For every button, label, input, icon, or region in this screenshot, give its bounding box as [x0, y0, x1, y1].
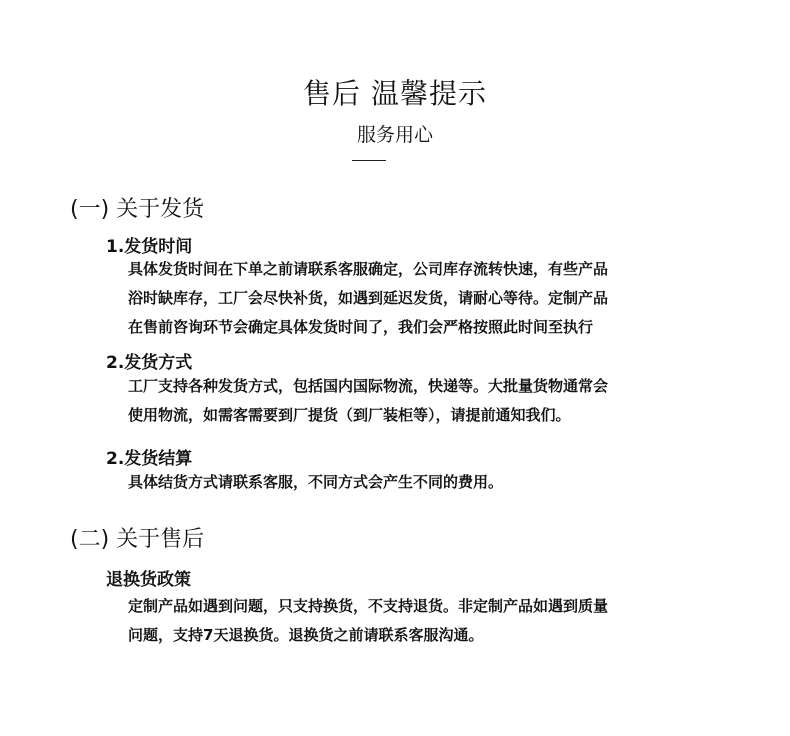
paragraph-line: 具体结货方式请联系客服，不同方式会产生不同的费用。 [128, 473, 504, 491]
paragraph-line: 工厂支持各种发货方式，包括国内国际物流，快递等。大批量货物通常会 [128, 377, 609, 395]
paragraph-shipping-method [128, 372, 608, 430]
page-title: 售后 温馨提示 [303, 77, 487, 110]
paragraph-line: 问题，支持7天退换货。退换货之前请联系客服沟通。 [128, 626, 484, 644]
paragraph-line: 使用物流，如需客需要到厂提货（到厂装柜等），请提前通知我们。 [128, 406, 571, 424]
page-subtitle: 服务用心 [356, 124, 433, 146]
section-heading-shipping: (一) 关于发货 [70, 197, 205, 222]
subsection-heading-shipping-method: 2.发货方式 [106, 353, 193, 373]
paragraph-shipping-time [128, 255, 608, 342]
subsection-heading-shipping-settlement: 2.发货结算 [106, 449, 193, 469]
paragraph-shipping-settlement [128, 468, 503, 497]
subsection-heading-shipping-time: 1.发货时间 [106, 237, 193, 257]
subsection-heading-return-policy: 退换货政策 [106, 570, 191, 590]
paragraph-line: 浴时缺库存，工厂会尽快补货，如遇到延迟发货，请耐心等待。定制产品 [128, 289, 609, 307]
paragraph-return-policy [128, 592, 608, 650]
paragraph-line: 具体发货时间在下单之前请联系客服确定，公司库存流转快速，有些产品 [128, 260, 609, 278]
paragraph-line: 在售前咨询环节会确定具体发货时间了，我们会严格按照此时间至执行 [128, 318, 594, 336]
section-heading-after-sales: (二) 关于售后 [70, 527, 205, 552]
title-divider [352, 160, 386, 161]
paragraph-line: 定制产品如遇到问题，只支持换货，不支持退货。非定制产品如遇到质量 [128, 597, 609, 615]
